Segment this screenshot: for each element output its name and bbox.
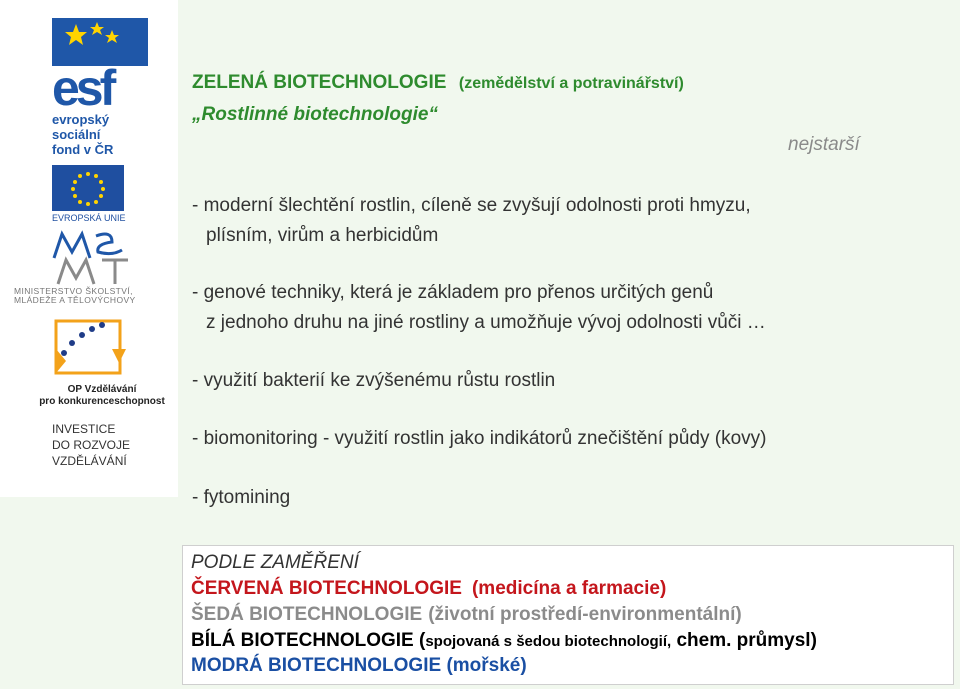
esf-logo bbox=[52, 18, 150, 158]
blue-biotech-row bbox=[191, 655, 527, 677]
red-biotech-note: (medicína a farmacie) bbox=[471, 578, 667, 599]
bullet-line: - biomonitoring - využití rostlin jako indikátorů znečištění půdy (kovy) bbox=[192, 428, 767, 449]
esf-subtitle: evropský sociální fond v ČR bbox=[52, 112, 114, 157]
bullet-line: z jednoho druhu na jiné rostliny a umožňuje vývoj odolnosti vůči … bbox=[206, 312, 766, 333]
esf-stars-icon bbox=[52, 18, 148, 66]
eu-flag-icon bbox=[52, 165, 124, 211]
bullet-item bbox=[192, 191, 944, 251]
grey-biotech-row bbox=[191, 604, 742, 626]
blue-biotech-name: MODRÁ BIOTECHNOLOGIE (mořské) bbox=[191, 655, 527, 676]
box-heading: PODLE ZAMĚŘENÍ bbox=[191, 552, 359, 573]
bullet-item bbox=[192, 483, 944, 513]
op-label: OP Vzdělávání pro konkurenceschopnost bbox=[39, 384, 165, 407]
esf-wordmark: esf bbox=[52, 60, 113, 116]
title-line bbox=[192, 72, 684, 94]
biotech-colors-box bbox=[182, 545, 954, 685]
bullet-line: - fytomining bbox=[192, 487, 291, 508]
slide-title: ZELENÁ BIOTECHNOLOGIE bbox=[192, 72, 447, 93]
red-biotech-name: ČERVENÁ BIOTECHNOLOGIE bbox=[191, 578, 462, 599]
grey-biotech-note: (životní prostředí-environmentální) bbox=[428, 604, 742, 625]
esf-blue-block bbox=[52, 18, 148, 66]
eu-label: EVROPSKÁ UNIE bbox=[52, 213, 126, 223]
oldest-note: nejstarší bbox=[788, 134, 860, 155]
grey-biotech-name: ŠEDÁ BIOTECHNOLOGIE bbox=[191, 604, 423, 625]
red-biotech-row bbox=[191, 578, 666, 600]
white-biotech-note-end: chem. průmysl) bbox=[671, 630, 817, 651]
white-biotech-row bbox=[191, 630, 817, 652]
msmt-label: MINISTERSTVO ŠKOLSTVÍ, MLÁDEŽE A TĚLOVÝCHOVY bbox=[14, 286, 136, 305]
bullet-line: - využití bakterií ke zvýšenému růstu rostlin bbox=[192, 370, 556, 391]
white-biotech-note: spojovaná s šedou biotechnologií, bbox=[425, 633, 672, 650]
bullet-item bbox=[192, 278, 944, 338]
bullet-line: plísním, virům a herbicidům bbox=[206, 225, 439, 246]
slide-title-note: (zemědělství a potravinářství) bbox=[458, 75, 684, 92]
bullet-item bbox=[192, 366, 944, 396]
msmt-logo-icon bbox=[52, 230, 132, 286]
investment-label: INVESTICE DO ROZVOJE VZDĚLÁVÁNÍ bbox=[52, 422, 131, 468]
bullet-line: - moderní šlechtění rostlin, cíleně se zvyšují odolnosti proti hmyzu, bbox=[192, 195, 751, 216]
logo-sidebar bbox=[0, 0, 178, 497]
white-biotech-name: BÍLÁ BIOTECHNOLOGIE ( bbox=[191, 630, 426, 651]
bullet-item bbox=[192, 424, 944, 454]
slide-subtitle: „Rostlinné biotechnologie“ bbox=[192, 104, 438, 125]
op-logo-icon bbox=[50, 313, 128, 381]
bullet-line: - genové techniky, která je základem pro přenos určitých genů bbox=[192, 282, 714, 303]
